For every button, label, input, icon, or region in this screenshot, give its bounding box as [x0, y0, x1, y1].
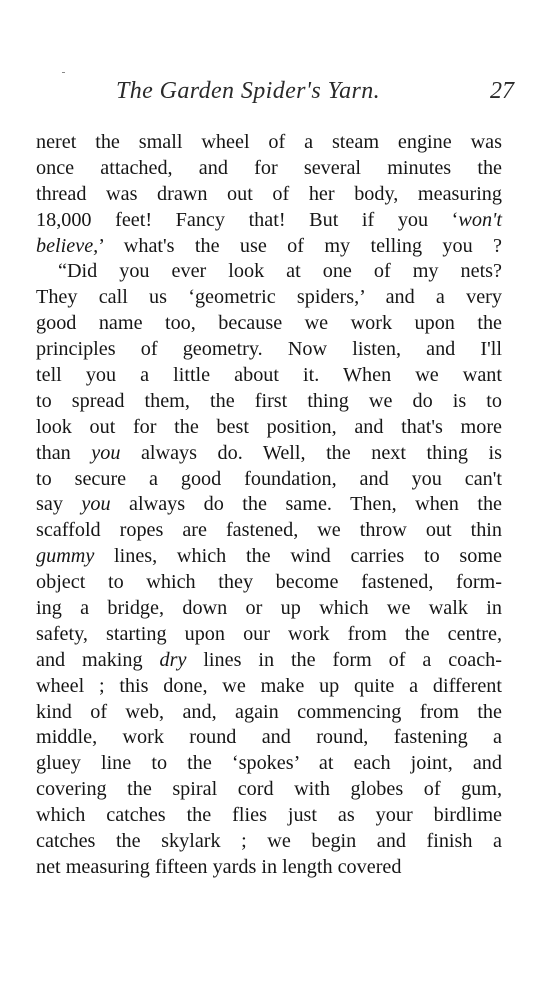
text-segment: lines, which the wind carries to some: [94, 545, 502, 568]
text-line: gluey line to the ‘spokes’ at each joint, and: [36, 752, 502, 775]
italic-word: dry: [159, 648, 187, 671]
text-line: [36, 234, 502, 260]
text-line: neret the small wheel of a steam engine was: [36, 131, 502, 153]
text-line: thread was drawn out of her body, measuring: [36, 182, 502, 205]
text-line: to spread them, the first thing we do is to: [36, 389, 502, 412]
italic-word: gummy: [36, 545, 95, 568]
text-line: kind of web, and, again commencing from the: [36, 700, 502, 723]
text-line: scaffold ropes are fastened, we throw out thin: [36, 519, 502, 542]
running-title: The Garden Spider's Yarn.: [116, 78, 381, 104]
text-segment: lines in the form of a coach-: [186, 648, 502, 671]
text-line: [36, 208, 502, 234]
text-line: They call us ‘geometric spiders,’ and a very: [36, 286, 502, 309]
text-line: to secure a good foundation, and you can't: [36, 467, 502, 490]
print-speck: [62, 72, 65, 73]
text-line: [36, 492, 502, 518]
text-line: middle, work round and round, fastening a: [36, 726, 502, 749]
italic-word: you: [81, 493, 111, 516]
text-line: covering the spiral cord with globes of gum,: [36, 778, 502, 801]
text-segment: say: [36, 493, 82, 516]
italic-word: won't: [458, 208, 502, 231]
text-line: catches the skylark ; we begin and finish a: [36, 830, 502, 853]
text-segment: always do. Well, the next thing is: [120, 441, 502, 464]
text-line: net measuring fifteen yards in length covered: [36, 855, 402, 878]
text-segment: 18,000 feet! Fancy that! But if you ‘: [36, 208, 459, 231]
text-segment: always do the same. Then, when the: [110, 493, 502, 516]
text-line: [36, 648, 502, 674]
text-line: which catches the flies just as your birdlime: [36, 804, 502, 827]
text-line: look out for the best position, and that's more: [36, 415, 502, 438]
body-text: [36, 130, 502, 881]
text-line: tell you a little about it. When we want: [36, 364, 502, 387]
text-line: once attached, and for several minutes the: [36, 156, 502, 179]
page-number: 27: [490, 78, 514, 104]
italic-word: you: [91, 441, 121, 464]
text-segment: than: [36, 441, 92, 464]
text-line: ing a bridge, down or up which we walk in: [36, 597, 502, 620]
text-line: wheel ; this done, we make up quite a different: [36, 674, 502, 697]
text-line: safety, starting upon our work from the centre,: [36, 622, 502, 645]
text-segment: and making: [36, 648, 160, 671]
italic-word: believe,: [36, 234, 99, 257]
text-line: “Did you ever look at one of my nets?: [58, 260, 502, 283]
text-line: [36, 441, 502, 467]
text-line: object to which they become fastened, form-: [36, 571, 502, 594]
text-line: [36, 544, 502, 570]
text-line: good name too, because we work upon the: [36, 312, 502, 335]
text-segment: ’ what's the use of my telling you ?: [98, 234, 502, 257]
text-line: principles of geometry. Now listen, and I'll: [36, 338, 502, 361]
